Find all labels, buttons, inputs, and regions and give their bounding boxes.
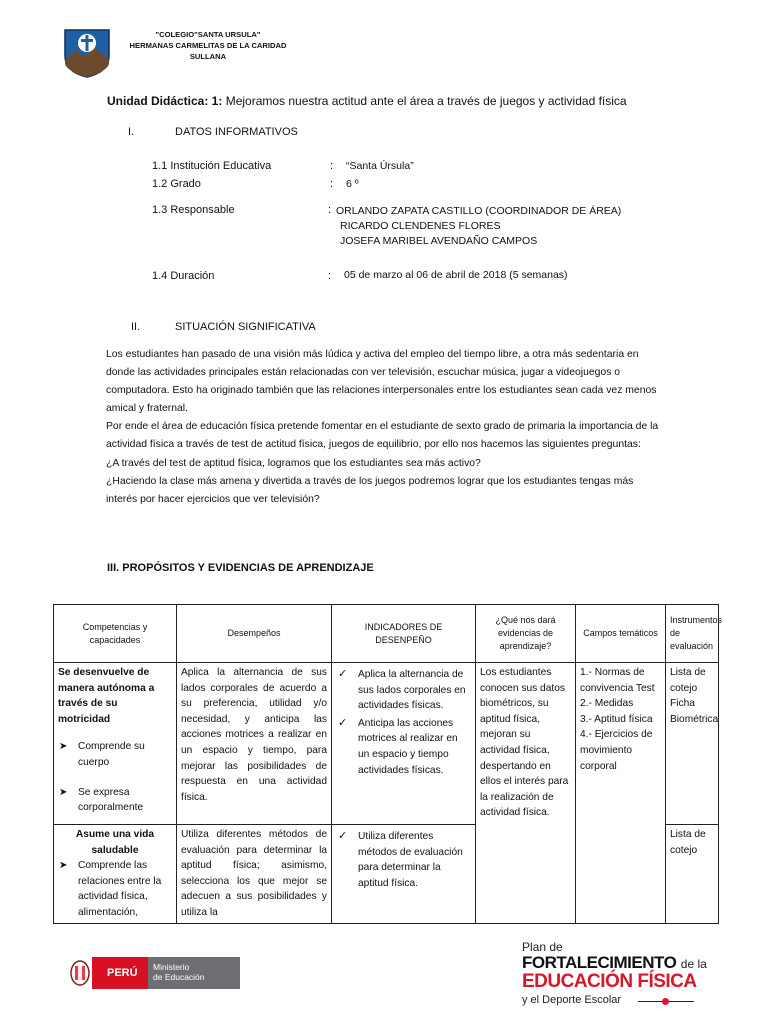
capacidades-list [58,739,172,815]
unit-label: Unidad Didáctica: 1: [107,94,223,108]
campos-cell [576,663,666,924]
competencia-cell [54,825,177,924]
school-crest-logo [62,26,112,78]
question: ¿Haciendo la clase más amena y divertida a través de los juegos podremos lograr que los estudiantes tengas más interés por hacer ejercicios que ver televisión? [106,475,634,505]
competencia-title: Se desenvuelve de manera autónoma a través de su motricidad [58,667,155,725]
unit-title [107,94,627,108]
evidencias-cell: Los estudiantes conocen sus datos biométricos, su aptitud física, mejoran su actividad física, despertando en ellos el interés para la realización de actividad física. [476,663,576,924]
list-item: ✓ Utiliza diferentes métodos de evaluación para determinar la aptitud física. [336,829,471,891]
plan-fortalecimiento-logo [522,940,707,1010]
desempeno-cell: Aplica la alternancia de sus lados corporales de acuerdo a su preferencia, utilidad y/o necesidad, y anticipa las acciones motrices a realizar en un espacio y tiempo, para mejorar las posibilidades de respuesta en una actividad física. [177,663,332,825]
peru-label: PERÚ [107,967,138,979]
instrumentos-cell [666,825,719,924]
table-header-row [54,605,719,663]
proposals-table [53,604,723,924]
info-value-institucion: “Santa Úrsula” [346,160,414,172]
list-item: ➤ Se expresa corporalmente [58,785,172,816]
section1-number: I. [128,126,135,138]
section3-title: III. PROPÓSITOS Y EVIDENCIAS DE APRENDIZAJE [107,562,374,574]
plan-ball-icon [662,998,669,1005]
plan-fortalecimiento: FORTALECIMIENTO [522,953,677,972]
header-campos: Campos temáticos [576,605,666,663]
info-label-institucion: 1.1 Institución Educativa [152,160,272,172]
table-row [54,663,719,825]
section2-number: II. [131,321,141,333]
desempeno-cell: Utiliza diferentes métodos de evaluación para determinar la aptitud física; asimismo, selecciona los que mejor se adecuen a sus posibilidades y utiliza la [177,825,332,924]
header-desempenos: Desempeños [177,605,332,663]
indicadores-cell [332,663,476,825]
info-value-duracion: 05 de marzo al 06 de abril de 2018 (5 semanas) [344,269,568,281]
info-colon: : [328,204,332,216]
plan-deporte-escolar: y el Deporte Escolar [522,994,622,1006]
indicadores-list [336,667,471,778]
info-colon: : [328,270,332,282]
peru-shield-icon [71,961,89,985]
list-item: 4.- Ejercicios de movimiento corporal [580,729,653,772]
list-item: 2.- Medidas [580,698,634,710]
indicadores-cell [332,825,476,924]
info-colon: : [330,160,334,172]
situacion-significativa-text [106,346,666,509]
header-indicadores: INDICADORES DE DESENPEÑO [332,605,476,663]
list-item: ➤ Comprende las relaciones entre la actividad física, alimentación, [58,858,172,920]
paragraph: Por ende el área de educación física pretende fomentar en el estudiante de sexto grado de primaria la importancia de la actividad física a través de test de actitud física, juegos de equilibrio, por ello nos hacemos las siguientes preguntas: [106,421,659,451]
info-label-responsable: 1.3 Responsable [152,204,235,216]
school-city: SULLANA [189,52,227,61]
plan-educacion-fisica: EDUCACIÓN FÍSICA [522,971,697,992]
plan-line1: Plan de [522,940,563,954]
unit-name: Mejoramos nuestra actitud ante el área a través de juegos y actividad física [225,94,627,108]
question: ¿A través del test de aptitud física, logramos que los estudiantes sea más activo? [106,457,481,469]
info-label-grado: 1.2 Grado [152,178,201,190]
info-value-grado: 6 º [346,178,359,190]
list-item: 1.- Normas de convivencia Test [580,667,655,694]
school-header [128,29,288,62]
list-item: ✓ Anticipa las acciones motrices al realizar en un espacio y tiempo actividades físicas. [336,716,471,778]
section1-title: DATOS INFORMATIVOS [175,126,298,138]
school-congregation: HERMANAS CARMELITAS DE LA CARIDAD [129,41,287,50]
section2-title: SITUACIÓN SIGNIFICATIVA [175,321,316,333]
list-item: Ficha Biométrica [670,698,719,725]
indicadores-list [336,829,471,891]
info-colon: : [330,178,334,190]
list-item: Lista de cotejo [670,829,706,856]
competencia-title: Asume una vida saludable [75,829,155,856]
info-value-responsable: ORLANDO ZAPATA CASTILLO (COORDINADOR DE ÁREA) [336,205,622,217]
info-value-responsable-3: JOSEFA MARIBEL AVENDAÑO CAMPOS [340,235,538,247]
info-value-responsable-2: RICARDO CLENDENES FLORES [340,220,501,232]
list-item: 3.- Aptitud física [580,713,653,725]
info-label-duracion: 1.4 Duración [152,270,215,282]
instrumentos-cell [666,663,719,825]
ministerio-educacion-logo [66,956,240,990]
plan-de-la: de la [680,957,707,971]
header-competencias: Competencias y capacidades [54,605,177,663]
header-instrumentos: Instrumentos de evaluación [666,605,719,663]
competencia-cell [54,663,177,825]
paragraph: Los estudiantes han pasado de una visión más lúdica y activa del empleo del tiempo libre, a otra más sedentaria en donde las actividades principales están relacionadas con ver televisión, escuchar música, jugar a videojuegos o computadora. Esto ha originado también que las relaciones interpersonales entre los estudiantes sean cada vez menos amical y fraternal. [106,349,657,415]
list-item: ➤ Comprende su cuerpo [58,739,172,770]
school-name: "COLEGIO"SANTA URSULA" [155,30,261,39]
list-item: Lista de cotejo [670,667,706,694]
list-item: ✓ Aplica la alternancia de sus lados corporales en actividades físicas. [336,667,471,714]
ministerio-line1: Ministerio [153,962,190,972]
plan-line2 [522,953,707,973]
capacidades-list [58,858,172,920]
ministerio-line2: de Educación [153,972,205,982]
header-evidencias: ¿Qué nos dará evidencias de aprendizaje? [476,605,576,663]
